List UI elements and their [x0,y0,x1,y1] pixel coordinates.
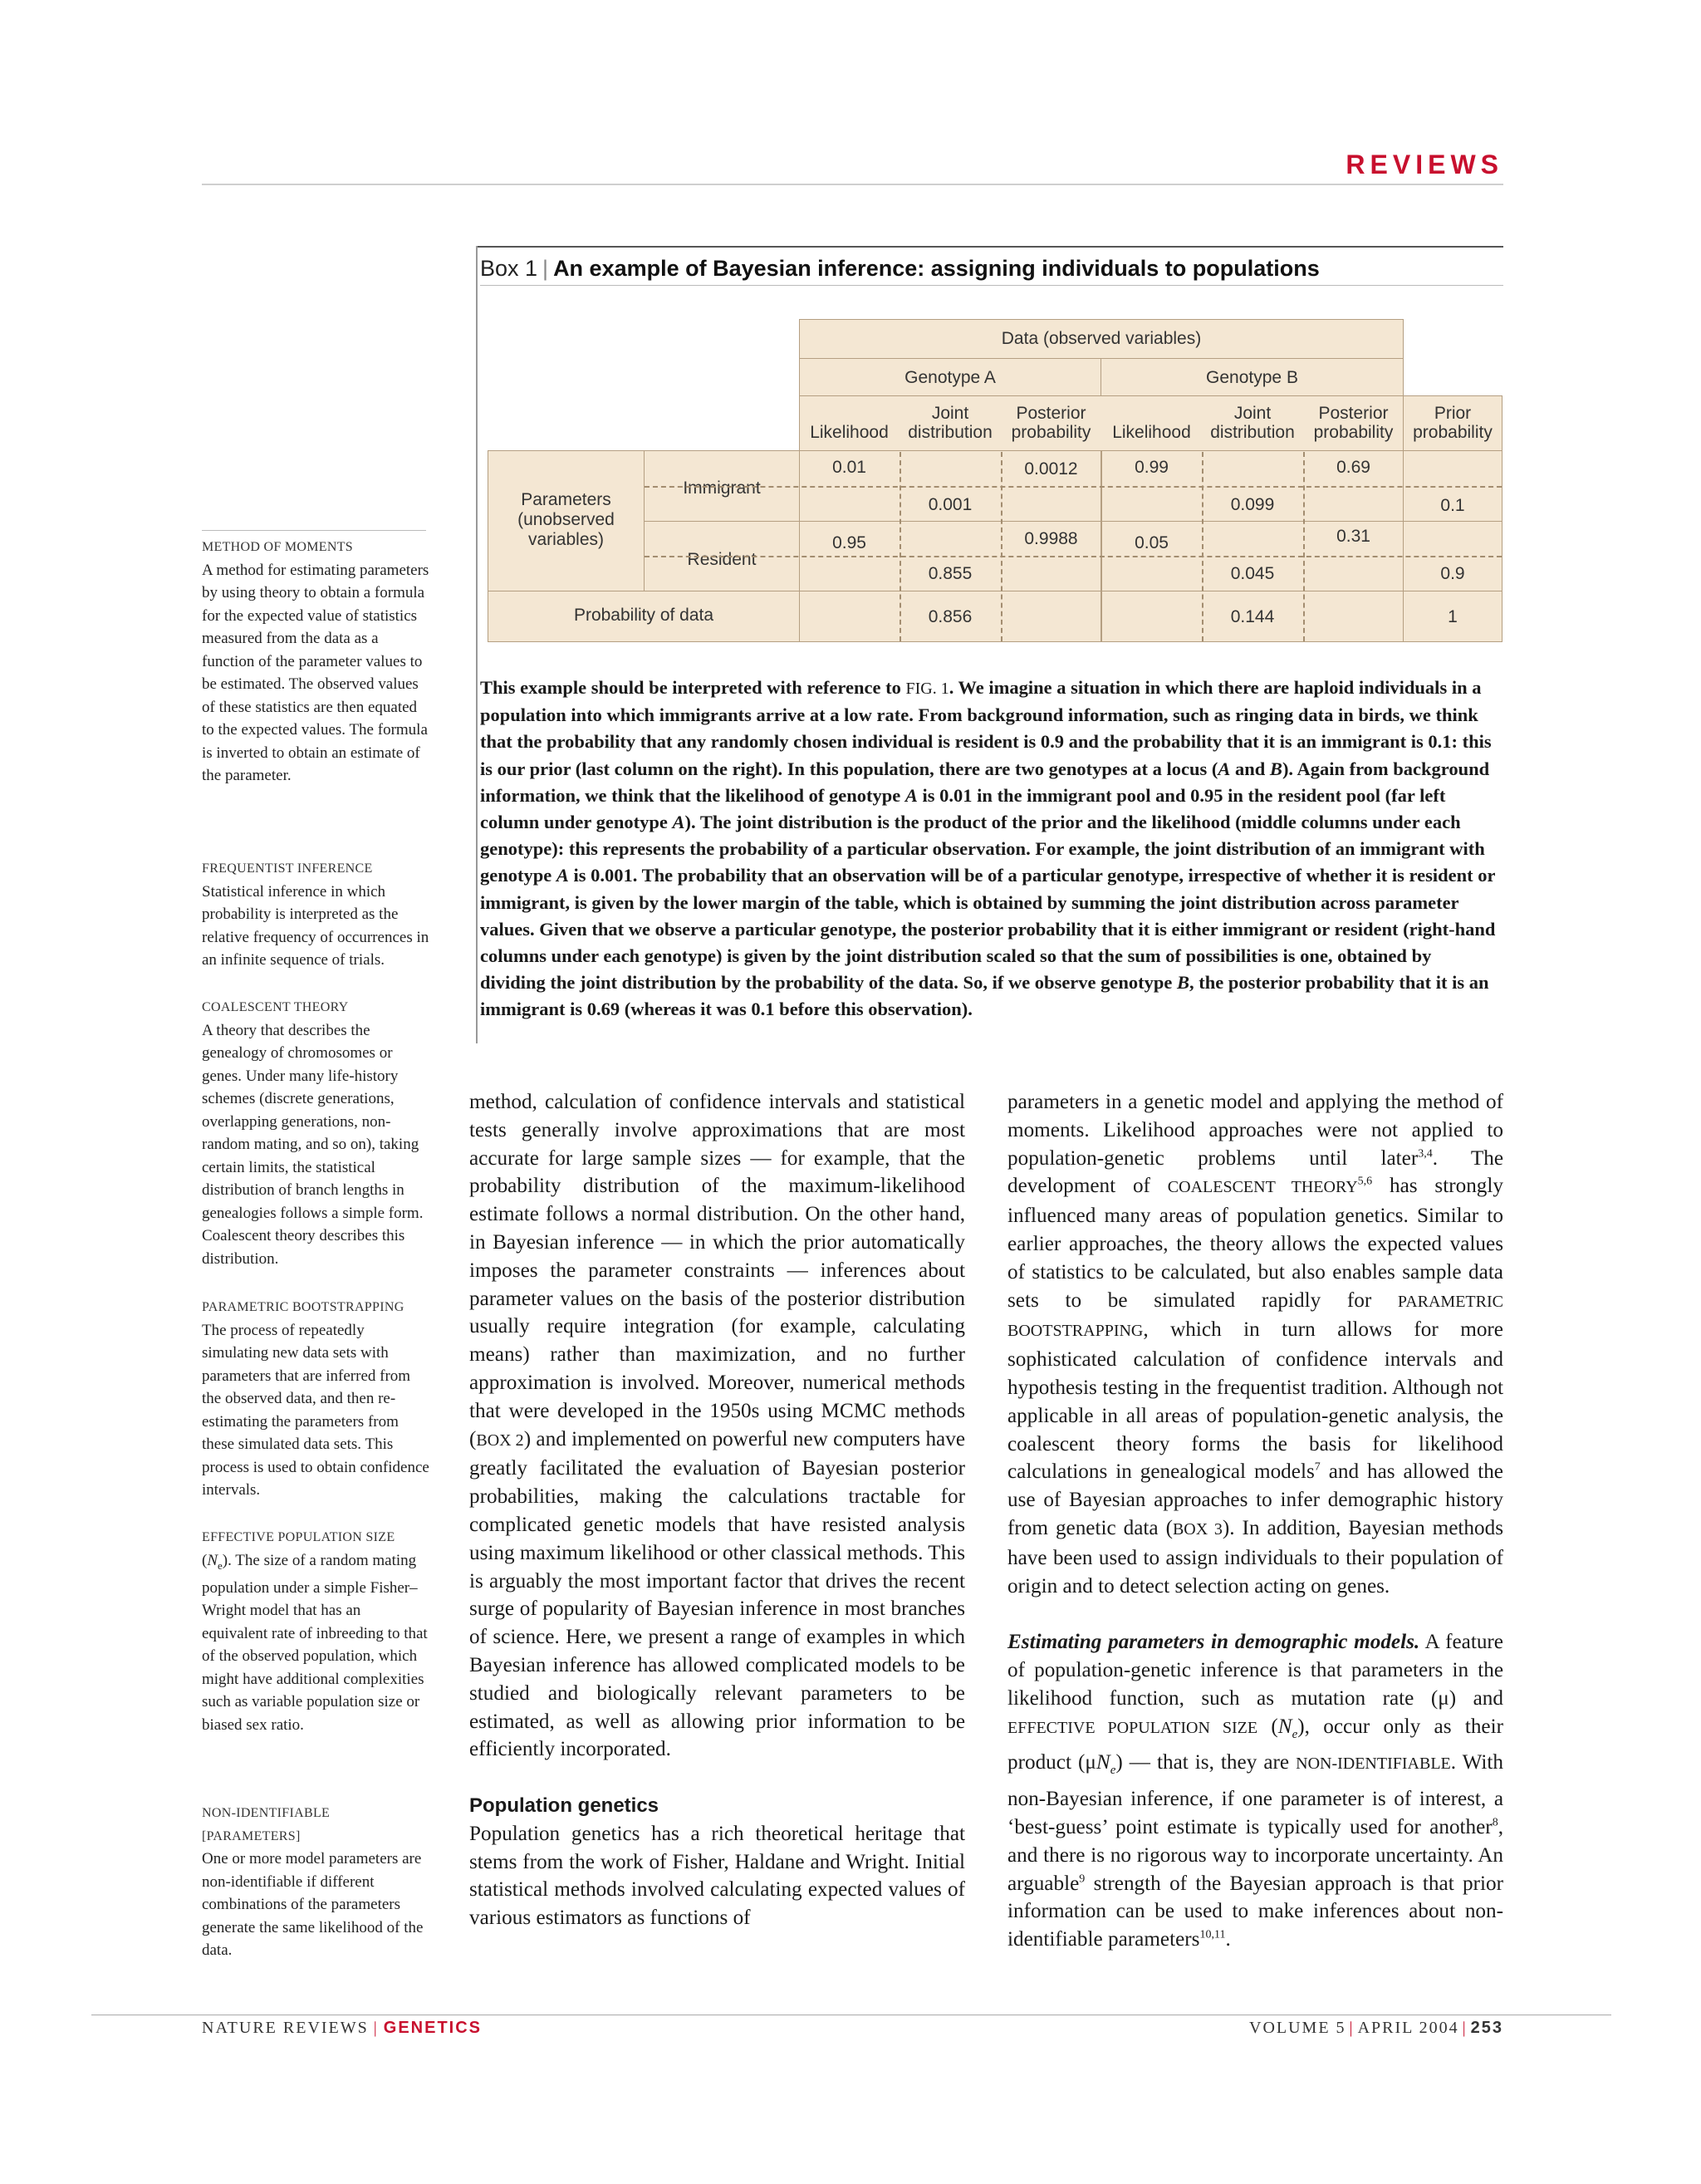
sidebar-rule [202,530,426,531]
col-joint-b-1: Joint [1233,404,1272,423]
glossary-term: NON-IDENTIFIABLE [202,1806,331,1820]
immigrant-label: Immigrant [683,479,761,498]
box-number: Box 1 [480,256,538,281]
body-column-right [1007,1088,1503,1954]
box-title-text: An example of Bayesian inference: assigning individuals to populations [553,256,1320,281]
glossary-definition: $(N_e)$. The size of a random mating population under a simple Fisher–Wright model that has an equivalent rate of inbreeding to that of the observed population, which might have additional complexities such as variable population size or biased sex ratio. [202,1551,428,1734]
res-b-posterior: 0.31 [1336,527,1370,546]
genotype-b-header: Genotype B [1206,368,1298,387]
glossary-term: PARAMETRIC BOOTSTRAPPING [202,1300,404,1314]
prob-data-label: Probability of data [573,606,714,625]
body-paragraph: Estimating parameters in demographic models. A feature of population-genetic inference is that parameters in the likelihood function, such as mutation rate (μ) and EFFECTIVE POPULATION SIZE $(N_e)$, occur only as their product $(\mu N_e)$ — that is, they are NON-IDENTIFIABLE. With non-Bayesian inference, if one parameter is of interest, a ‘best-guess’ point estimate is typically used for another$^8$, and there is no rigorous way to incorporate uncertainty. An arguable$^9$ strength of the Bayesian approach is that prior information can be used to make inferences about non-identifiable parameters$^{10,11}$. [1007,1631,1503,1951]
glossary-link[interactable]: EFFECTIVE POPULATION SIZE [1007,1718,1258,1737]
fig-ref-link[interactable]: FIG. 1 [905,680,949,698]
footer-volume: VOLUME 5 | APRIL 2004 | 253 [1249,2019,1503,2037]
page-number: 253 [1470,2019,1503,2037]
param-label-1: Parameters [521,490,611,509]
box-caption: This example should be interpreted with reference to FIG. 1. We imagine a situation in which there are haploid individuals in a population into which immigrants arrive at a low rate. From background information, such as ringing data in birds, we think that the probability that any randomly chosen individual is resident is 0.9 and the probability that it is an immigrant is 0.1: this is our prior (last column on the right). In this population, there are two genotypes at a locus (A and B). Again from background information, we think that the likelihood of genotype A is 0.01 in the immigrant pool and 0.95 in the resident pool (far left column under genotype A). The joint distribution is the product of the prior and the likelihood (middle columns under each genotype): this represents the probability of a particular observation. For example, the joint distribution of an immigrant with genotype A is 0.001. The probability that an observation will be of a particular genotype, irrespective of whether it is resident or immigrant, is given by the lower margin of the table, which is obtained by summing the joint distribution across parameter values. Given that we observe a particular genotype, the posterior probability that it is either immigrant or resident (right-hand columns under each genotype) is given by the joint distribution scaled so that the sum of possibilities is one, obtained by dividing the joint distribution by the probability of the data. So, if we observe genotype B, the posterior probability that it is an immigrant is 0.69 (whereas it was 0.1 before this observation). [480,677,1496,1020]
glossary-entry [202,1296,430,1502]
imm-prior: 0.1 [1440,496,1465,515]
res-b-likelihood: 0.05 [1135,533,1169,552]
dash-horizontal [645,486,1502,488]
data-a: 0.856 [928,607,973,626]
citation-ref[interactable]: 10,11 [1199,1928,1226,1941]
body-paragraph: parameters in a genetic model and applying the method of moments. Likelihood approaches were not applied to population-genetic problems until later$^{3,4}$. The development of COALESCENT THEORY$^{5,6}$ has strongly influenced many areas of population genetics. Similar to earlier approaches, the theory allows the expected values of statistics to be calculated, but also enables sample data sets to be simulated rapidly for PARAMETRIC BOOTSTRAPPING, which in turn allows for more sophisticated calculation of confidence intervals and hypothesis testing in the frequentist tradition. Although not applicable in all areas of population-genetic analysis, the coalescent theory forms the basis for likelihood calculations in genealogical models$^7$ and has allowed the use of Bayesian approaches to infer demographic history from genetic data (BOX 3). In addition, Bayesian methods have been used to assign individuals to their population of origin and to detect selection acting on genes. [1007,1091,1503,1598]
citation-ref[interactable]: 8 [1492,1816,1498,1829]
glossary-link[interactable]: PARAMETRIC BOOTSTRAPPING [1007,1292,1503,1341]
body-paragraph: Population genetics has a rich theoretical heritage that stems from the work of Fisher, Haldane and Wright. Initial statistical methods involved calculating expected values of various estimators as functions of [469,1822,965,1930]
dash-vertical [1303,452,1305,641]
imm-a-posterior: 0.0012 [1024,459,1078,479]
glossary-term: COALESCENT THEORY [202,1000,349,1014]
param-label-3: variables) [527,530,605,549]
imm-b-joint: 0.099 [1230,495,1275,514]
col-prior-2: probability [1413,423,1493,442]
param-label-2: (unobserved [517,510,615,529]
imm-a-likelihood: 0.01 [832,458,866,477]
citation-ref[interactable]: 5,6 [1357,1175,1373,1188]
imm-a-joint: 0.001 [928,495,973,514]
citation-ref[interactable]: 9 [1079,1872,1086,1886]
res-a-joint: 0.855 [928,564,973,583]
glossary-definition: Statistical inference in which probability is interpreted as the relative frequency of occurrences in an infinite sequence of trials. [202,882,429,969]
citation-ref[interactable]: 3,4 [1418,1147,1433,1161]
col-joint-b-2: distribution [1210,423,1295,442]
glossary-definition: A method for estimating parameters by using theory to obtain a formula for the expected value of statistics measured from the data as a function of the parameter values to be estimated. The observed values of these statistics are then equated to the expected values. The formula is inverted to obtain an estimate of the parameter. [202,561,429,784]
glossary-link[interactable]: COALESCENT THEORY [1167,1178,1358,1197]
footer-journal: NATURE REVIEWS | GENETICS [202,2019,483,2037]
glossary-entry [202,1802,430,1962]
glossary-entry [202,1526,430,1736]
col-likelihood-a: Likelihood [810,423,889,442]
dash-horizontal [645,556,1502,557]
section-heading: Population genetics [469,1794,659,1817]
box-title [480,256,1320,282]
box-title-separator: | [542,256,549,281]
body-column-left [469,1088,965,1932]
glossary-link[interactable]: NON-IDENTIFIABLE [1296,1755,1451,1774]
res-a-posterior: 0.9988 [1024,529,1078,548]
imm-b-likelihood: 0.99 [1135,458,1169,477]
header-rule [202,184,1503,185]
glossary-entry [202,996,430,1270]
body-paragraph: method, calculation of confidence intervals and statistical tests generally involve approximations that are most accurate for large sample sizes — for example, that the probability distribution of the maximum-likelihood estimate follows a normal distribution. On the other hand, in Bayesian inference — in which the prior automatically imposes the parameter constraints — inferences about parameter values on the basis of the posterior distribution usually require integration (for example, calculating means) rather than maximization, and no further approximation is involved. Moreover, numerical methods that were developed in the 1950s using MCMC methods (BOX 2) and implemented on powerful new computers have greatly facilitated the evaluation of Bayesian posterior probabilities, making the calculations tractable for complicated genetic models that have resisted analysis using maximum likelihood or other classical methods. This is arguably the most important factor that drives the recent surge of popularity of Bayesian inference in most branches of science. Here, we present a range of examples in which Bayesian inference has allowed complicated models to be studied and biologically relevant parameters to be estimated, as well as allowing prior information to be efficiently incorporated. [469,1091,965,1761]
col-joint-a-1: Joint [931,404,969,423]
glossary-term: [PARAMETERS] [202,1828,301,1843]
resident-label: Resident [687,550,757,569]
col-posterior-b-1: Posterior [1318,404,1389,423]
box2-link[interactable]: BOX 2 [476,1431,524,1450]
col-prior-1: Prior [1434,404,1472,423]
data-prior: 1 [1448,607,1458,626]
box3-link[interactable]: BOX 3 [1172,1519,1223,1539]
section-label: REVIEWS [1346,150,1503,179]
glossary-entry [202,857,430,972]
genotype-a-header: Genotype A [904,368,996,387]
box-left-rule [476,246,478,1043]
glossary-definition: The process of repeatedly simulating new data sets with parameters that are inferred from the observed data, and then re-estimating the parameters from these simulated data sets. This process is used to obtain confidence intervals. [202,1321,429,1499]
col-joint-a-2: distribution [908,423,993,442]
glossary-term: FREQUENTIST INFERENCE [202,861,373,876]
col-posterior-a-1: Posterior [1016,404,1086,423]
res-b-joint: 0.045 [1230,564,1275,583]
imm-b-posterior: 0.69 [1336,458,1370,477]
data-header: Data (observed variables) [1001,329,1202,348]
box-top-rule [476,246,1503,248]
res-prior: 0.9 [1440,564,1465,583]
subsection-heading: Estimating parameters in demographic models. [1007,1631,1420,1654]
col-likelihood-b: Likelihood [1112,423,1191,442]
glossary-definition: A theory that describes the genealogy of chromosomes or genes. Under many life-history schemes (discrete generations, overlapping generations, non-random mating, and so on), taking certain limits, the statistical distribution of branch lengths in genealogies follows a simple form. Coalescent theory describes this distribution. [202,1021,424,1268]
glossary-term: METHOD OF MOMENTS [202,540,353,554]
box-title-rule [480,285,1503,286]
glossary-term: EFFECTIVE POPULATION SIZE [202,1530,395,1544]
citation-ref[interactable]: 7 [1314,1460,1321,1474]
res-a-likelihood: 0.95 [832,533,866,552]
glossary-entry [202,536,430,788]
col-posterior-a-2: probability [1011,423,1091,442]
glossary-definition: One or more model parameters are non-identifiable if different combinations of the parameters generate the same likelihood of the data. [202,1850,424,1959]
col-posterior-b-2: probability [1313,423,1394,442]
data-b: 0.144 [1230,607,1275,626]
